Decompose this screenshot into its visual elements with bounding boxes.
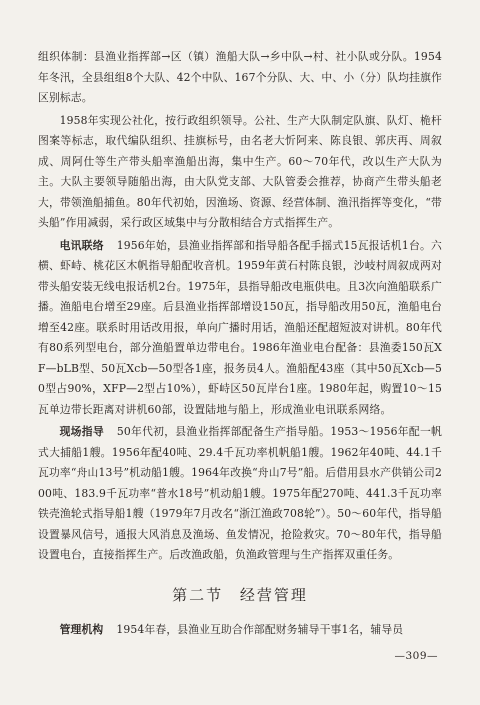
section-heading [38, 584, 442, 605]
paragraph-lead-onsite: 现场指导 [59, 425, 104, 438]
paragraph-management-body [38, 620, 442, 641]
paragraph-onsite-guidance [38, 422, 442, 566]
paragraph-text: 1958年实现公社化，按行政组织领导。公社、生产大队制定队旗、队灯、桅杆图案等标志，取代编队组织、挂旗标号，由名老大忻阿来、陈良银、郭庆再、周叙成、周阿仕等生产带头船率渔船出海，集中生产。60～70年代，改以生产大队为主。大队主要领导随船出海，由大队党支部、大队管委会推荐，协商产生带头船老大，带领渔船捕鱼。80年代初始，因渔场、资源、经营体制、渔汛指挥等变化，“带头船”作用减弱，采行政区域集中与分散相结合方式指挥生产。 [38, 113, 442, 229]
paragraph-text: 1956年始，县渔业指挥部和指导船各配手摇式15瓦报话机1台。六横、虾峙、桃花区木帆指导船配收音机。1959年黄石村陈良银，沙岐村周叙成两对带头船安装无线电报话机2台。1975年，县指导船改电瓶供电。且3次向渔船联系广播。渔船电台增至29座。后县渔业指挥部增设150瓦，指导船改用50瓦，渔船电台增至42座。联系时用话改用报，单向广播时用话，渔船还配超短波对讲机。80年代有80系列型电台，部分渔船置单边带电台。1986年渔业电台配备：县渔委150瓦XF—bLB型、50瓦Xcb—50型各1座，报务员4人。渔船配43座（其中50瓦Xcb—50型占90%，XFP—2型占10%），虾峙区50瓦岸台1座。1980年起，购置10～15瓦单边带长距离对讲机60部，设置陆地与船上，形成渔业电讯联系网络。 [38, 238, 442, 416]
paragraph-text: 50年代初，县渔业指挥部配备生产指导船。1953～1956年配一帆式大捕船1艘。1956年配40吨、29.4千瓦功率机帆船1艘。1962年40吨、44.1千瓦功率“舟山13号”机动船1艘。1964年改换“舟山7号”船。后借用县水产供销公司200吨、183.9千瓦功率“普水18号”机动船1艘。1975年配270吨、441.3千瓦功率铁壳渔轮式指导船1艘（1979年7月改名“浙江渔政708轮”）。50～60年代，指导船设置暴风信号，通报大风消息及渔场、鱼发情况，抢险救灾。70～80年代，指导船设置电台，直接指挥生产。后改渔政船，负渔政管理与生产指挥双重任务。 [38, 425, 442, 561]
paragraph-text: 组织体制：县渔业指挥部→区（镇）渔船大队→乡中队→村、社小队或分队。1954年冬汛，全县组组8个大队、42个中队、167个分队、大、中、小（分）队均挂旗作区别标志。 [38, 50, 442, 104]
section-number: 第二节 [172, 585, 224, 604]
page-number: —309— [394, 650, 438, 662]
paragraph-lead-management: 管理机构 [59, 622, 104, 636]
paragraph-text: 1954年春，县渔业互助合作部配财务辅导干事1名，辅导员 [116, 622, 404, 636]
paragraph-lead-telecom: 电讯联络 [59, 238, 104, 252]
paragraph-telecom-liaison [38, 236, 442, 421]
paragraph-communization [38, 111, 442, 234]
paragraph-organization-system [38, 47, 442, 109]
section-title: 经营管理 [239, 585, 308, 604]
